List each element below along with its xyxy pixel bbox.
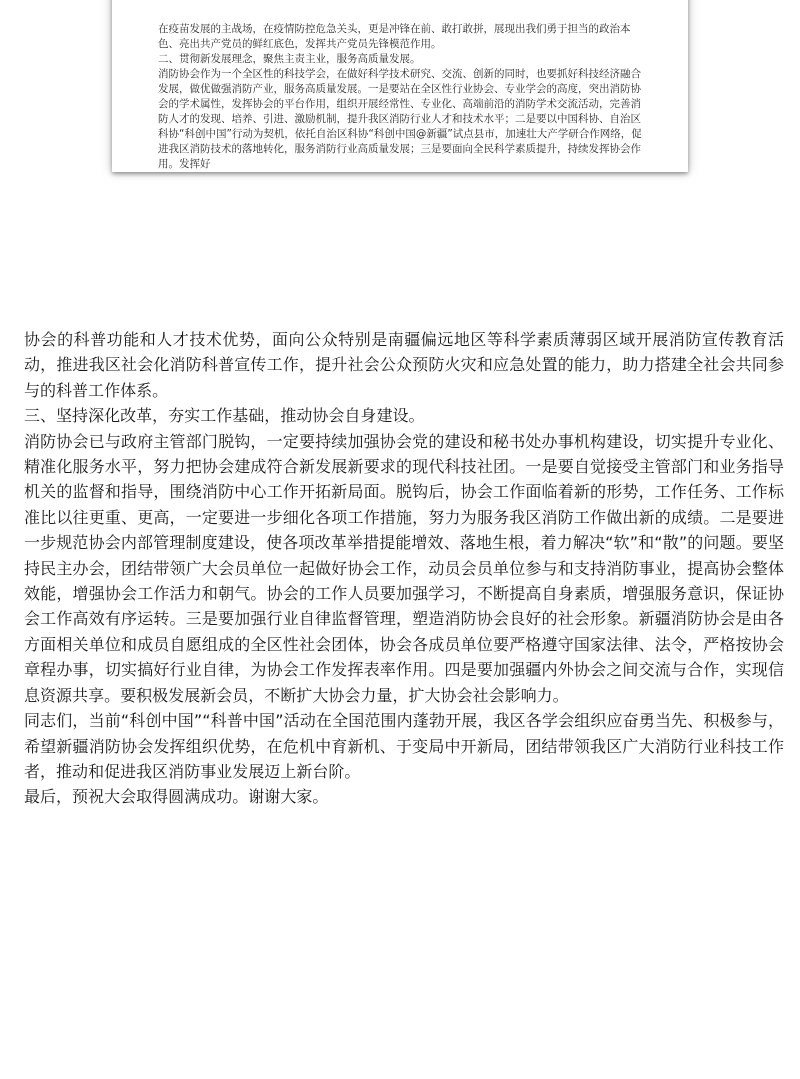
preview-text [158,22,642,172]
body-paragraph: 协会的科普功能和人才技术优势，面向公众特别是南疆偏远地区等科学素质薄弱区域开展消防宣传教育活动，推进我区社会化消防科普宣传工作，提升社会公众预防火灾和应急处置的能力，助力搭建全社会共同参与的科普工作体系。 [24,330,784,400]
section-heading: 三、坚持深化改革，夯实工作基础，推动协会自身建设。 [24,406,425,426]
preview-paragraph: 消防协会作为一个全区性的科技学会，在做好科学技术研究、交流、创新的同时，也要抓好科技经济融合发展，做优做强消防产业，服务高质量发展。一是要站在全区性行业协会、专业学会的高度，突出消防协会的学术属性，发挥协会的平台作用，组织开展经常性、专业化、高端前沿的消防学术交流活动，完善消防人才的发现、培养、引进、激励机制，提升我区消防行业人才和技术水平；二是要以中国科协、自治区科协“科创中国”行动为契机，依托自治区科协“科创中国@新疆”试点县市，加速壮大产学研合作网络，促进我区消防技术的落地转化，服务消防行业高质量发展；三是要面向全民科学素质提升，持续发挥协会作用。发挥好 [158,68,642,170]
document-body [24,327,784,810]
body-paragraph: 同志们，当前“科创中国”“科普中国”活动在全国范围内蓬勃开展，我区各学会组织应奋勇当先、积极参与，希望新疆消防协会发挥组织优势，在危机中育新机、于变局中开新局，团结带领我区广大消防行业科技工作者，推动和促进我区消防事业发展迈上新台阶。 [24,711,784,781]
body-paragraph: 消防协会已与政府主管部门脱钩，一定要持续加强协会党的建设和秘书处办事机构建设，切实提升专业化、精准化服务水平，努力把协会建成符合新发展新要求的现代科技社团。一是要自觉接受主管部门和业务指导机关的监督和指导，围绕消防中心工作开拓新局面。脱钩后，协会工作面临着新的形势，工作任务、工作标准比以往更重、更高，一定要进一步细化各项工作措施，努力为服务我区消防工作做出新的成绩。二是要进一步规范协会内部管理制度建设，使各项改革举措提能增效、落地生根，着力解决“软”和“散”的问题。要坚持民主办会，团结带领广大会员单位一起做好协会工作，动员会员单位参与和支持消防事业，提高协会整体效能，增强协会工作活力和朝气。协会的工作人员要加强学习，不断提高自身素质，增强服务意识，保证协会工作高效有序运转。三是要加强行业自律监督管理，塑造消防协会良好的社会形象。新疆消防协会是由各方面相关单位和成员自愿组成的全区性社会团体，协会各成员单位要严格遵守国家法律、法令，严格按协会章程办事，切实搞好行业自律，为协会工作发挥表率作用。四是要加强疆内外协会之间交流与合作，实现信息资源共享。要积极发展新会员，不断扩大协会力量，扩大协会社会影响力。 [24,431,784,705]
document-preview-card [112,0,688,172]
preview-heading: 二、贯彻新发展理念，聚焦主责主业，服务高质量发展。 [158,53,421,65]
preview-paragraph: 在疫苗发展的主战场，在疫情防控危急关头，更是冲锋在前、敢打敢拼，展现出我们勇于担当的政治本色、亮出共产党员的鲜红底色，发挥共产党员先锋模范作用。 [158,23,631,50]
closing-paragraph: 最后，预祝大会取得圆满成功。谢谢大家。 [24,787,329,807]
